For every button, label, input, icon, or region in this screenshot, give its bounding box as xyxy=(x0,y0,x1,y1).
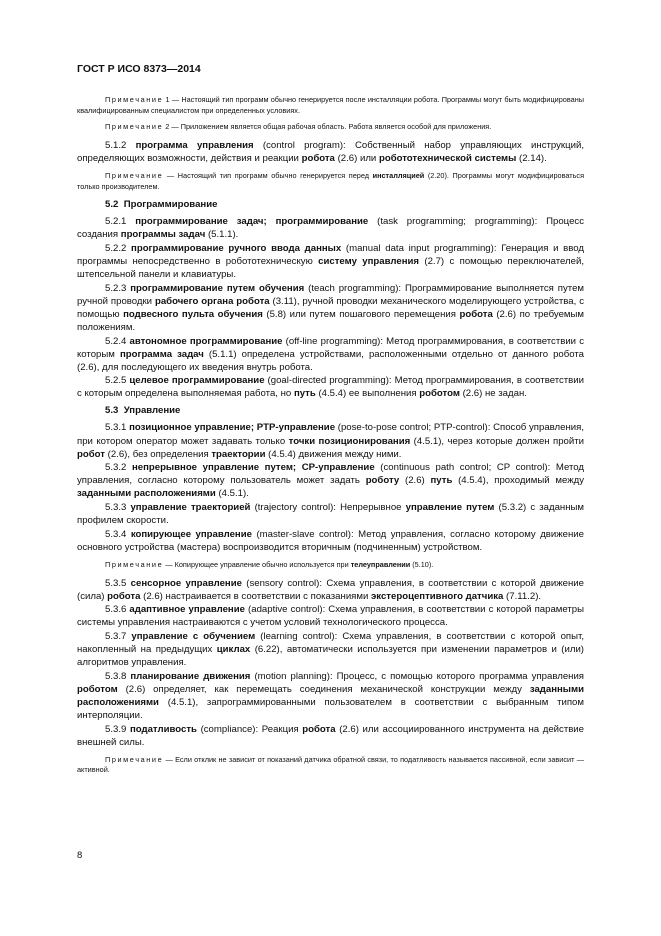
definition-text: (compliance): Реакция xyxy=(200,723,299,735)
definition-text: (5.1.1) определена устройствами, расположенными отдельно от данного робота (2.6), для последующего их введения внутрь робота. xyxy=(77,348,584,373)
clause-number: 5.2.4 xyxy=(105,335,127,347)
term-reference: робот xyxy=(77,448,105,460)
note-5-1-2 xyxy=(77,171,584,192)
note-text: — Настоящий тип программ обычно генерируется после инсталляции робота. Программы могут быть модифицированы квалифицированным специалистом при определенных условиях. xyxy=(77,95,584,115)
definition-text: (task programming; programming): Процесс создания xyxy=(77,216,584,241)
definition-text: (2.7) с помощью переключателей, штепсельной панели и клавиатуры. xyxy=(77,255,585,281)
term-reference: точки позиционирования xyxy=(288,435,411,447)
definition-5-3-7 xyxy=(77,630,584,669)
definition-text: (master-slave control): Метод управления, согласно которому движение основного устройства (мастера) воспроизводится вторичным (подчиненным) устройством. xyxy=(77,528,584,553)
definition-text: (2.6) настраивается в соответствии с показаниями xyxy=(143,590,369,602)
definition-text: (4.5.1), запрограммированными пользователем в соответствии с выбранным типом интерполяции. xyxy=(77,696,584,721)
defined-term: целевое программирование xyxy=(129,375,265,387)
note-1 xyxy=(77,95,584,116)
term-reference: циклах xyxy=(216,643,251,655)
definition-text: (3.11), ручной проводки механического моделирующего устройства, с помощью xyxy=(77,295,584,320)
definition-text: (5.1.1). xyxy=(207,229,239,241)
definition-text: (2.6) или ассоциированного инструмента на действие внешней силы. xyxy=(77,723,584,748)
definition-5-3-1 xyxy=(77,421,584,460)
term-reference: управление путем xyxy=(405,502,495,514)
defined-term: непрерывное управление путем; CP-управление xyxy=(131,462,375,474)
note-5-3-4 xyxy=(77,560,584,571)
clause-number: 5.2.2 xyxy=(105,242,127,254)
term-reference: заданными расположениями xyxy=(77,683,584,708)
definition-text: (6.22), автоматически используется при изменении параметров и (или) алгоритмов управления. xyxy=(77,643,585,669)
note-label: Примечание xyxy=(105,170,164,180)
definition-text: (2.6) не задан. xyxy=(462,388,527,400)
defined-term: адаптивное управление xyxy=(129,604,245,616)
definition-text: (7.11.2). xyxy=(506,590,542,602)
term-reference: программы задач xyxy=(120,229,206,241)
definition-text: (teach programming): Программирование выполняется путем ручной проводки xyxy=(77,282,585,307)
defined-term: планирование движения xyxy=(130,670,251,682)
definition-text: (2.6) xyxy=(405,475,425,487)
term-reference: роботом xyxy=(419,388,460,400)
clause-number: 5.2.3 xyxy=(105,282,127,294)
clause-number: 5.2.1 xyxy=(105,216,127,228)
term-reference: экстероцептивного датчика xyxy=(371,590,504,602)
definition-5-2-4 xyxy=(77,335,584,374)
clause-number: 5.3.5 xyxy=(105,577,127,589)
term-reference: робототехнической системы xyxy=(378,152,517,164)
definition-5-2-1 xyxy=(77,215,584,241)
definition-text: (4.5.1), через которые должен пройти xyxy=(413,435,585,447)
definition-5-1-2 xyxy=(77,139,584,165)
defined-term: автономное программирование xyxy=(129,335,283,347)
section-title: Программирование xyxy=(123,199,218,211)
note-text: — Приложением является общая рабочая область. Работа является особой для приложения. xyxy=(171,122,492,132)
definition-5-3-2 xyxy=(77,461,584,500)
definition-5-2-5 xyxy=(77,374,584,400)
definition-5-3-4 xyxy=(77,528,584,554)
term-reference: путь xyxy=(293,388,316,400)
section-number: 5.3 xyxy=(105,405,119,417)
note-number: 2 xyxy=(165,122,170,132)
term-reference: робота xyxy=(302,723,336,735)
clause-number: 5.2.5 xyxy=(105,375,127,387)
definition-text: (4.5.1). xyxy=(218,488,249,500)
note-text: (5.10). xyxy=(412,559,434,569)
definition-5-3-8 xyxy=(77,670,584,722)
term-reference: робота xyxy=(459,308,493,320)
definition-text: (2.6) или xyxy=(337,152,377,164)
defined-term: программа управления xyxy=(135,139,254,151)
definition-text: (pose-to-pose control; PTP-control): Способ управления, при котором оператор может задавать только xyxy=(77,422,584,447)
section-heading-5-3 xyxy=(105,404,584,417)
definition-text: (4.5.4) ее выполнения xyxy=(318,388,417,400)
defined-term: сенсорное управление xyxy=(130,577,242,589)
clause-number: 5.3.4 xyxy=(105,528,127,540)
term-reference: подвесного пульта обучения xyxy=(123,308,263,320)
note-text: — Если отклик не зависит от показаний датчика обратной связи, то податливость называется пассивной, если зависит — активной. xyxy=(77,754,584,775)
defined-term: программирование ручного ввода данных xyxy=(131,242,342,254)
term-reference: рабочего органа робота xyxy=(154,295,270,307)
term-reference: инсталляцией xyxy=(372,170,425,180)
page-content xyxy=(77,93,584,782)
term-reference: робота xyxy=(107,590,141,602)
definition-text: (learning control): Схема управления, в соответствии с которой опыт, накопленный на предыдущих xyxy=(77,630,585,655)
term-reference: робота xyxy=(301,152,335,164)
note-text: (2.20). Программы могут модифицироваться только производителем. xyxy=(77,170,585,191)
definition-text: (control program): Собственный набор управляющих инструкций, определяющих возможности, действия и реакции xyxy=(77,139,585,164)
term-reference: систему управления xyxy=(318,255,419,267)
note-label: Примечание xyxy=(105,122,164,132)
definition-5-3-5 xyxy=(77,577,584,603)
definition-text: (2.6) по требуемым положениям. xyxy=(77,308,585,333)
defined-term: позиционное управление; PTP-управление xyxy=(129,422,336,434)
page-header: ГОСТ Р ИСО 8373—2014 xyxy=(77,63,201,75)
defined-term: программирование задач; программирование xyxy=(135,216,369,228)
definition-5-3-9 xyxy=(77,723,584,749)
definition-5-3-3 xyxy=(77,501,584,527)
term-reference: траектории xyxy=(211,448,266,460)
definition-5-2-2 xyxy=(77,242,584,281)
term-reference: роботу xyxy=(365,475,400,487)
note-number: 1 xyxy=(165,95,170,104)
note-2 xyxy=(77,122,584,133)
definition-text: (5.3.2) с заданным профилем скорости. xyxy=(77,502,584,527)
definition-text: (4.5.4) движения между ними. xyxy=(268,448,402,460)
definition-text: (trajectory control): Непрерывное xyxy=(254,502,402,514)
definition-text: (5.8) или путем пошагового перемещения xyxy=(266,308,456,320)
definition-5-3-6 xyxy=(77,603,584,629)
definition-text: (goal-directed programming): Метод программирования, в соответствии с которым определена выполняемая работа, но xyxy=(77,375,584,400)
defined-term: копирующее управление xyxy=(130,528,252,540)
term-reference: программа задач xyxy=(119,348,204,360)
definition-text: (2.6), без определения xyxy=(107,448,209,460)
clause-number: 5.1.2 xyxy=(105,139,127,151)
defined-term: управление траекторией xyxy=(130,502,251,514)
page-number: 8 xyxy=(77,850,83,861)
defined-term: управление с обучением xyxy=(131,630,256,642)
note-text: — Настоящий тип программ обычно генерируется перед xyxy=(166,170,369,180)
term-reference: заданными расположениями xyxy=(77,488,216,500)
clause-number: 5.3.2 xyxy=(105,462,127,474)
definition-text: (off-line programming): Метод программирования, в соответствии с которым xyxy=(77,335,584,360)
clause-number: 5.3.8 xyxy=(105,670,127,682)
term-reference: путь xyxy=(430,475,453,487)
section-title: Управление xyxy=(123,405,181,417)
term-reference: роботом xyxy=(77,683,118,695)
clause-number: 5.3.7 xyxy=(105,630,127,642)
note-text: — Копирующее управление обычно используется при xyxy=(165,559,349,569)
definition-text: (2.14). xyxy=(519,152,547,164)
definition-text: (continuous path control; CP control): Метод управления, согласно которому пользователь может задать xyxy=(77,462,584,487)
clause-number: 5.3.1 xyxy=(105,422,127,434)
definition-text: (motion planning): Процесс, с помощью которого программа управления xyxy=(254,670,585,682)
definition-text: (sensory control): Схема управления, в соответствии с которой движение (сила) xyxy=(77,577,584,602)
clause-number: 5.3.3 xyxy=(105,502,127,514)
section-heading-5-2 xyxy=(105,198,584,211)
defined-term: податливость xyxy=(129,723,197,735)
definition-text: (adaptive control): Схема управления, в соответствии с которой параметры системы управления настраиваются с учетом условий технологического процесса. xyxy=(77,604,585,629)
definition-text: (manual data input programming): Генерация и ввод программы непосредственно в робототехническую xyxy=(77,242,584,267)
clause-number: 5.3.6 xyxy=(105,604,127,616)
definition-text: (2.6) определяет, как перемещать соединения механической конструкции между xyxy=(125,683,522,695)
section-number: 5.2 xyxy=(105,199,119,211)
note-label: Примечание xyxy=(105,754,164,764)
note-label: Примечание xyxy=(105,559,164,569)
term-reference: телеуправлении xyxy=(350,559,411,569)
definition-5-2-3 xyxy=(77,282,584,334)
definition-text: (4.5.4), проходимый между xyxy=(458,475,585,487)
clause-number: 5.3.9 xyxy=(105,723,127,735)
defined-term: программирование путем обучения xyxy=(130,282,305,294)
note-label: Примечание xyxy=(105,95,164,104)
note-5-3-9 xyxy=(77,755,584,776)
